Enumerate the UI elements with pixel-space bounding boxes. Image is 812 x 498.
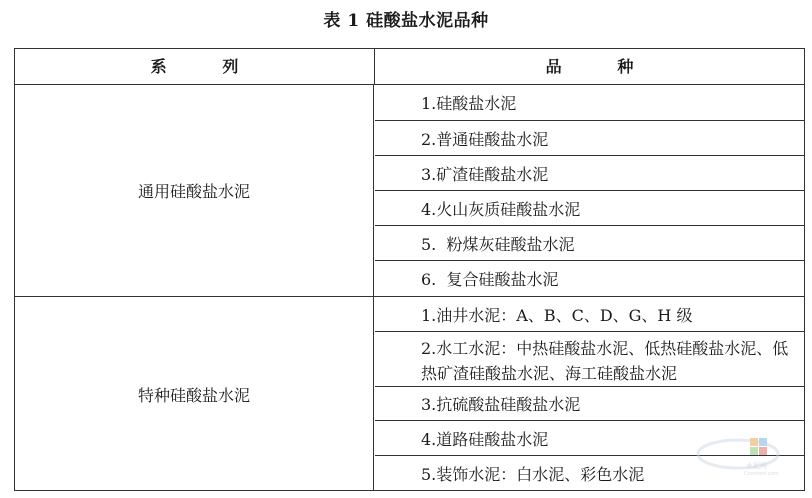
table-row: 2.普通硅酸盐水泥 <box>375 121 804 156</box>
site-watermark-logo <box>694 432 790 476</box>
header-series: 系 列 <box>15 49 375 84</box>
header-variety: 品 种 <box>545 57 634 76</box>
table-row <box>375 332 804 387</box>
table-row: 4.火山灰质硅酸盐水泥 <box>375 191 804 226</box>
watermark-url: Ccement.com <box>744 471 779 476</box>
table-header <box>15 49 804 85</box>
group-label <box>15 297 374 491</box>
group-name: 特种硅酸盐水泥 <box>137 385 250 405</box>
table-row: 5.装饰水泥：白水泥、彩色水泥 <box>421 464 645 484</box>
table-row: 3.矿渣硅酸盐水泥 <box>375 156 804 191</box>
watermark-text: 水泥网 <box>746 462 767 470</box>
table-row: 5. 粉煤灰硅酸盐水泥 <box>375 226 804 261</box>
table-row: 1.油井水泥：A、B、C、D、G、H 级 <box>375 297 804 332</box>
cement-varieties-table <box>14 48 805 491</box>
group-general <box>15 85 804 296</box>
table-row: 3.抗硫酸盐硅酸盐水泥 <box>375 387 804 421</box>
table-row: 1.硅酸盐水泥 <box>375 85 804 121</box>
variety-list <box>375 85 804 296</box>
table-row: 6. 复合硅酸盐水泥 <box>421 270 559 289</box>
group-name: 通用硅酸盐水泥 <box>137 182 250 201</box>
table-row: 4.道路硅酸盐水泥 <box>375 421 804 456</box>
table-title: 表 1 硅酸盐水泥品种 <box>323 11 489 31</box>
group-label <box>15 85 374 296</box>
row-text: 2.水工水泥：中热硅酸盐水泥、低热硅酸盐水泥、低热矿渣硅酸盐水泥、海工硅酸盐水泥 <box>421 339 789 383</box>
group-special <box>15 297 804 491</box>
